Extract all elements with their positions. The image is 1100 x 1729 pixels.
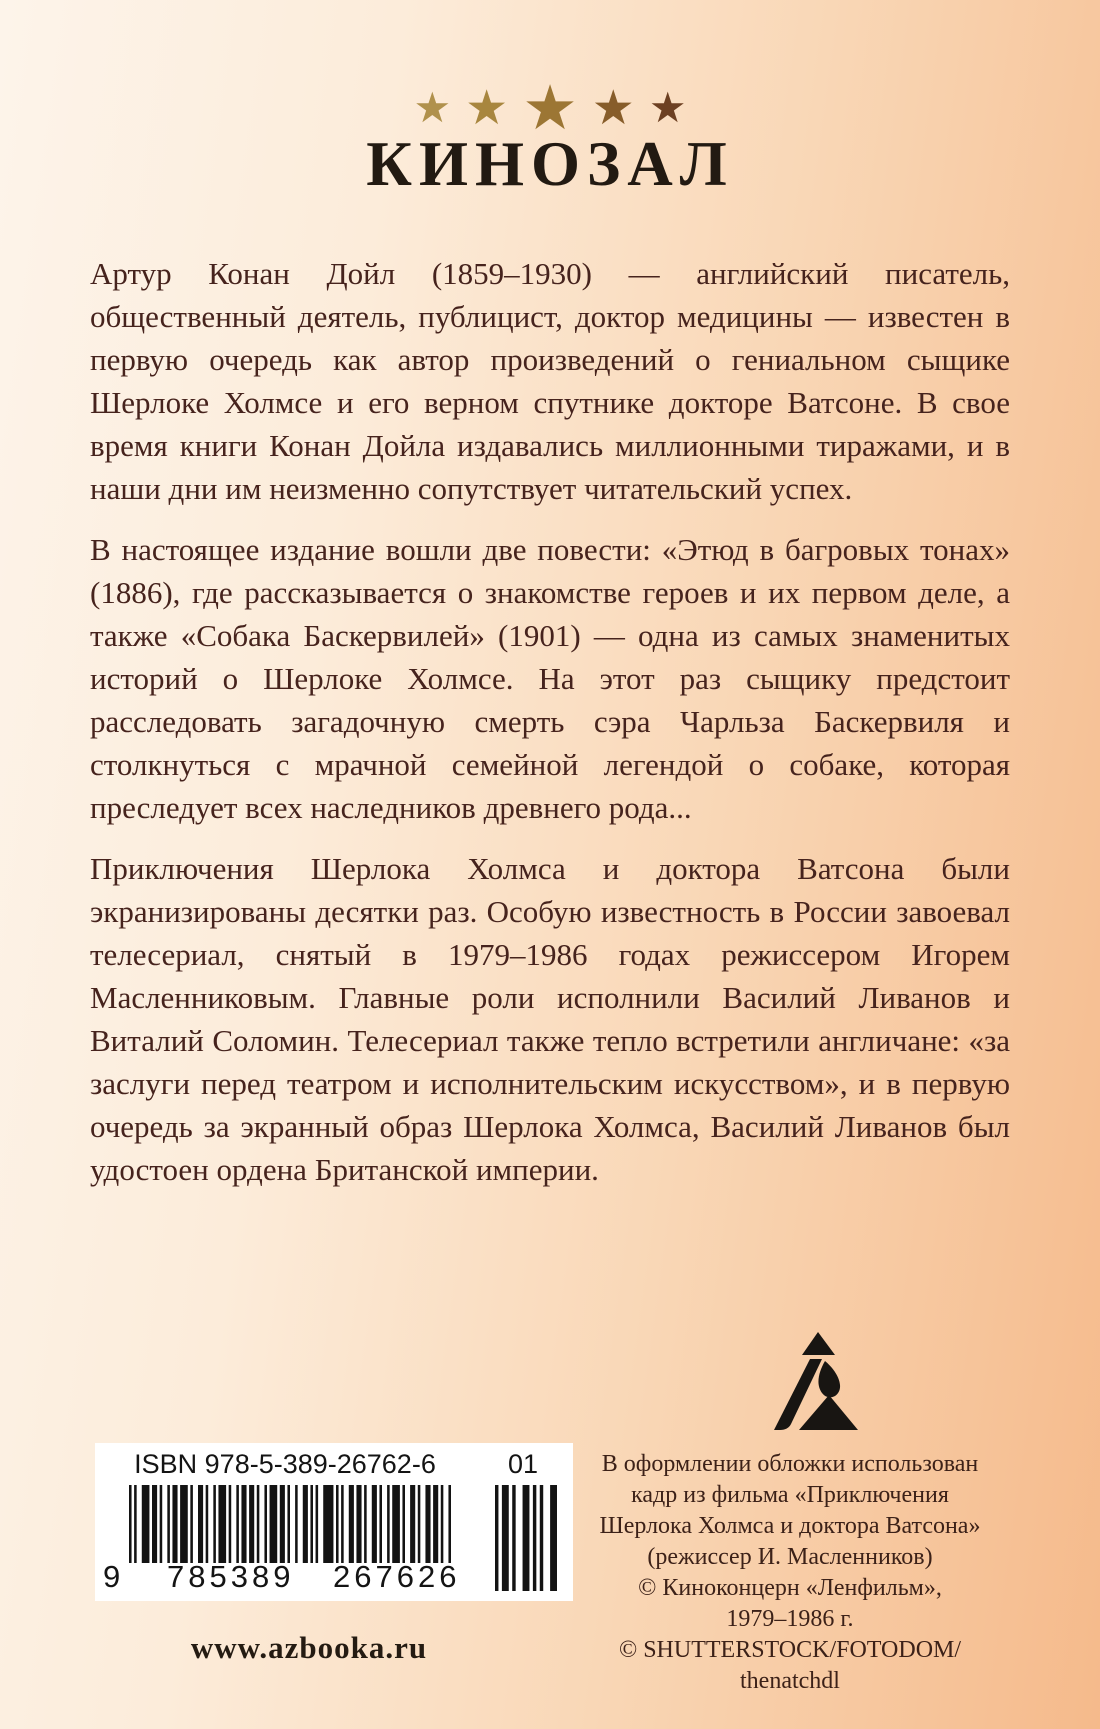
publisher-website: www.azbooka.ru: [190, 1630, 428, 1665]
ean-digit-group2: 267626: [333, 1559, 461, 1594]
credits-line: (режиссер И. Масленников): [647, 1544, 933, 1570]
credits-line: thenatchdl: [740, 1668, 840, 1694]
star-icon: ★: [591, 82, 635, 135]
credits-line: Шерлока Холмса и доктора Ватсона»: [599, 1513, 981, 1539]
barcode-addon-code: 01: [507, 1449, 539, 1479]
isbn-number: ISBN 978-5-389-26762-6: [134, 1449, 436, 1479]
credits-line: © Киноконцерн «Ленфильм»,: [638, 1575, 942, 1601]
series-title: КИНОЗАЛ: [366, 129, 734, 199]
cover-credits: [545, 1449, 1035, 1697]
star-icon: ★: [465, 82, 509, 135]
ean-digits: [95, 1559, 475, 1599]
credits-line: кадр из фильма «Приключения: [631, 1482, 949, 1508]
ean-digit-group1: 785389: [167, 1559, 295, 1594]
ean13-barcode-icon: [129, 1485, 451, 1563]
annotation-text: [90, 252, 1010, 1209]
publisher-logo-icon: [772, 1332, 858, 1430]
credits-line: В оформлении обложки использован: [601, 1451, 979, 1477]
annotation-paragraph-author: Артур Конан Дойл (1859–1930) — английский писатель, общественный деятель, публицист, доктор медицины — известен в первую очередь как автор произведений о гениальном сыщике Шерлоке Холмсе и его верном спутнике докторе Ватсоне. В свое время книги Конан Дойла издавались миллионными тиражами, и в наши дни им неизменно сопутствует читательский успех.: [90, 256, 1010, 506]
annotation-paragraph-contents: В настоящее издание вошли две повести: «Этюд в багровых тонах» (1886), где рассказывается о знакомстве героев и их первом деле, а также «Собака Баскервилей» (1901) — одна из самых знаменитых историй о Шерлоке Холмсе. На этот раз сыщику предстоит расследовать загадочную смерть сэра Чарльза Баскервиля и столкнуться с мрачной семейной легендой о собаке, которая преследует всех наследников древнего рода...: [90, 532, 1010, 825]
star-icon: ★: [522, 75, 578, 143]
barcode-panel: [95, 1443, 573, 1601]
annotation-paragraph-adaptations: Приключения Шерлока Холмса и доктора Ватсона были экранизированы десятки раз. Особую известность в России завоевал телесериал, снятый в 1979–1986 годах режиссером Игорем Масленниковым. Главные роли исполнили Василий Ливанов и Виталий Соломин. Телесериал также тепло встретили англичане: «за заслуги перед театром и исполнительским искусством», и в первую очередь за экранный образ Шерлока Холмса, Василий Ливанов был удостоен ордена Британской империи.: [90, 851, 1010, 1187]
star-icon: ★: [413, 86, 452, 132]
credits-line: 1979–1986 г.: [726, 1606, 854, 1632]
ean-digit-first: 9: [103, 1559, 121, 1594]
credits-line: © SHUTTERSTOCK/FOTODOM/: [618, 1637, 962, 1663]
star-icon: ★: [648, 86, 687, 132]
